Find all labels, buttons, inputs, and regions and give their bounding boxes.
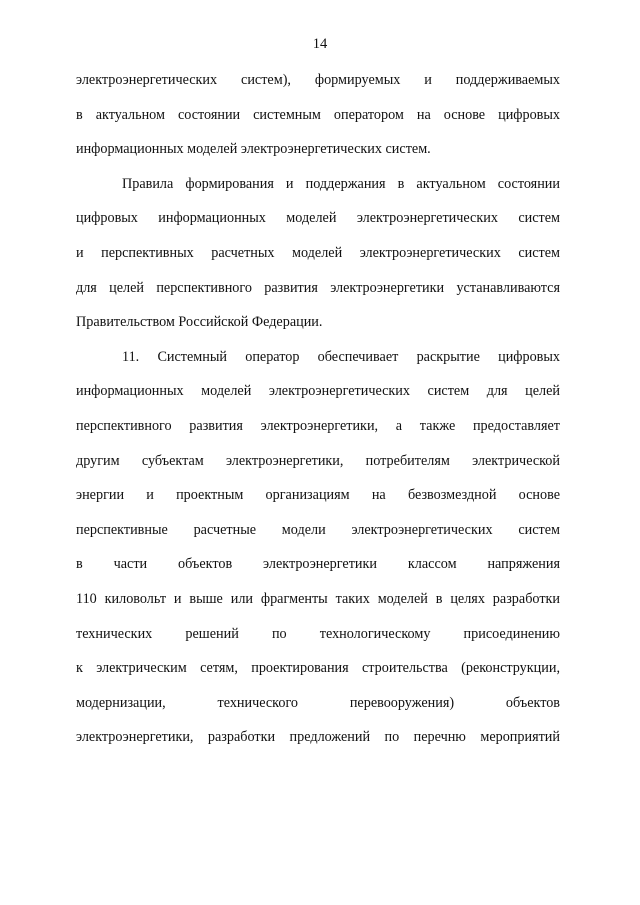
text-line: и перспективных расчетных моделей электроэнергетических систем [76,244,560,261]
paragraph-first-line: 11. Системный оператор обеспечивает раскрытие цифровых [122,348,560,365]
text-line: в части объектов электроэнергетики классом напряжения [76,556,560,573]
text-line: 110 киловольт и выше или фрагменты таких моделей в целях разработки [76,590,560,607]
text-line: технических решений по технологическому присоединению [76,625,560,642]
text-line: для целей перспективного развития электроэнергетики устанавливаются [76,279,560,296]
text-line: другим субъектам электроэнергетики, потребителям электрической [76,452,560,469]
page-number: 14 [312,36,328,52]
text-line: энергии и проектным организациям на безвозмездной основе [76,487,560,504]
text-line: цифровых информационных моделей электроэнергетических систем [76,210,560,227]
text-line: перспективные расчетные модели электроэнергетических систем [76,521,560,538]
document-body [76,68,560,760]
paragraph-first-line: Правила формирования и поддержания в актуальном состоянии [122,175,560,192]
text-line: информационных моделей электроэнергетических систем для целей [76,383,560,400]
text-line: перспективного развития электроэнергетики, а также предоставляет [76,417,560,434]
text-line: Правительством Российской Федерации. [76,314,323,331]
text-line: в актуальном состоянии системным оператором на основе цифровых [76,106,560,123]
text-line: электроэнергетических систем), формируемых и поддерживаемых [76,72,560,88]
text-line: электроэнергетики, разработки предложений по перечню мероприятий [76,729,560,746]
text-line: информационных моделей электроэнергетических систем. [76,141,431,158]
text-line: модернизации, технического перевооружения) объектов [76,694,560,711]
text-line: к электрическим сетям, проектирования строительства (реконструкции, [76,660,560,677]
